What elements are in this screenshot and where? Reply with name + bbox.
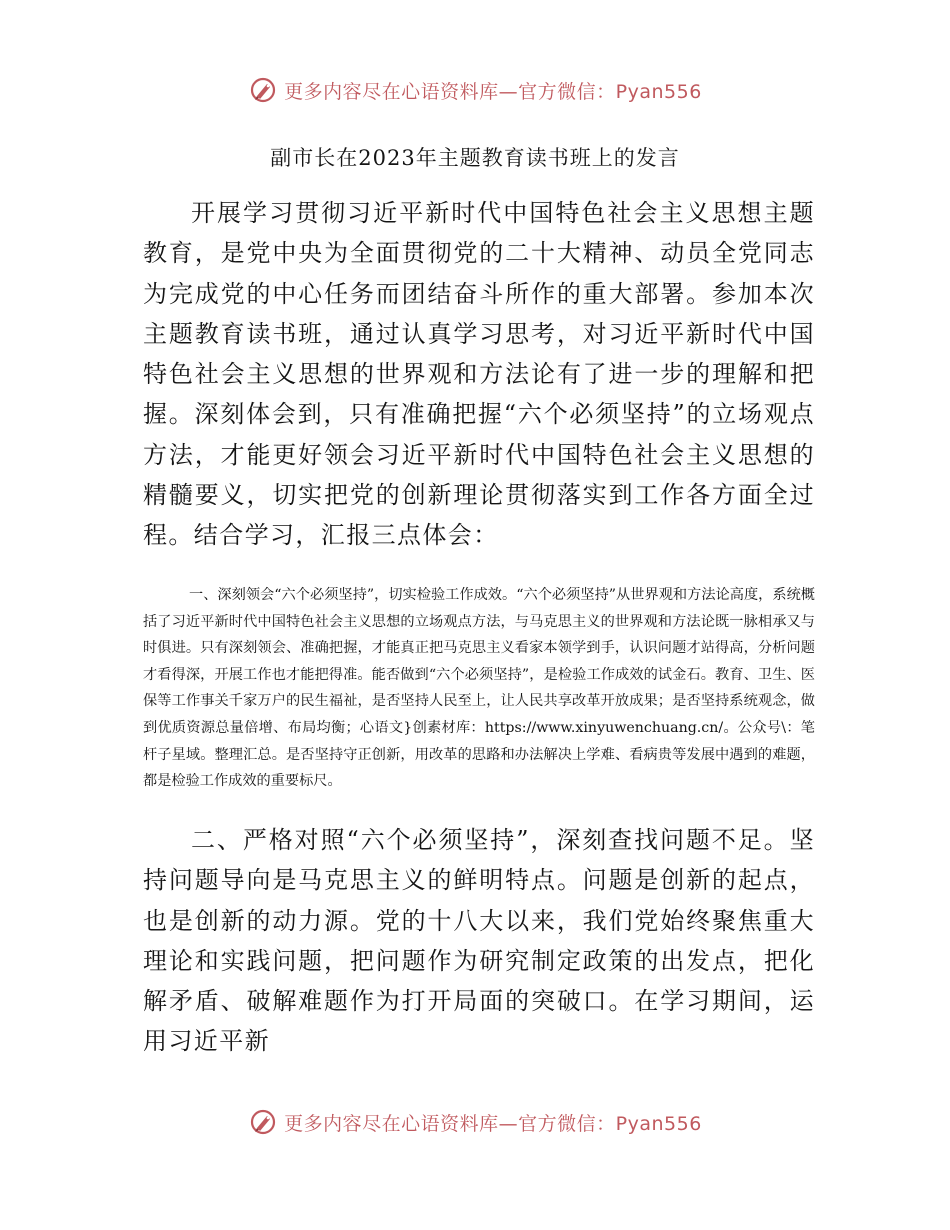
section-two-paragraph: 二、严格对照“六个必须坚持”，深刻查找问题不足。坚持问题导向是马克思主义的鲜明特点。问题是创新的起点，也是创新的动力源。党的十八大以来，我们党始终聚焦重大理论和实践问题，把问题作为研究制定政策的出发点，把化解矛盾、破解难题作为打开局面的突破口。在学习期间，运用习近平新 xyxy=(143,826,815,1056)
banner-text: 更多内容尽在心语资料库—官方微信：Pyan556 xyxy=(284,1112,702,1135)
pen-nib-logo-icon xyxy=(248,1107,278,1137)
banner-text: 更多内容尽在心语资料库—官方微信：Pyan556 xyxy=(284,80,702,103)
footer-banner xyxy=(0,1102,950,1142)
header-banner xyxy=(0,70,950,110)
document-title: 副市长在2023年主题教育读书班上的发言 xyxy=(270,146,680,170)
intro-paragraph: 开展学习贯彻习近平新时代中国特色社会主义思想主题教育，是党中央为全面贯彻党的二十大精神、动员全党同志为完成党的中心任务而团结奋斗所作的重大部署。参加本次主题教育读书班，通过认真学习思考，对习近平新时代中国特色社会主义思想的世界观和方法论有了进一步的理解和把握。深刻体会到，只有准确把握“六个必须坚持”的立场观点方法，才能更好领会习近平新时代中国特色社会主义思想的精髓要义，切实把党的创新理论贯彻落实到工作各方面全过程。结合学习，汇报三点体会： xyxy=(143,199,815,550)
pen-nib-logo-icon xyxy=(248,75,278,105)
section-one-paragraph: 一、深刻领会“六个必须坚持”，切实检验工作成效。“六个必须坚持”从世界观和方法论高度，系统概括了习近平新时代中国特色社会主义思想的立场观点方法，与马克思主义的世界观和方法论既一脉相承又与时俱进。只有深刻领会、准确把握，才能真正把马克思主义看家本领学到手，认识问题才站得高，分析问题才看得深，开展工作也才能把得准。能否做到“六个必须坚持”，是检验工作成效的试金石。教育、卫生、医保等工作事关千家万户的民生福祉，是否坚持人民至上，让人民共享改革开放成果；是否坚持系统观念，做到优质资源总量倍增、布局均衡；心语文}创素材库：https://www.xinyuwenchuang.cn/。公众号\：笔杆子星域。整理汇总。是否坚持守正创新，用改革的思路和办法解决上学难、看病贵等发展中遇到的难题，都是检验工作成效的重要标尺。 xyxy=(143,587,815,790)
